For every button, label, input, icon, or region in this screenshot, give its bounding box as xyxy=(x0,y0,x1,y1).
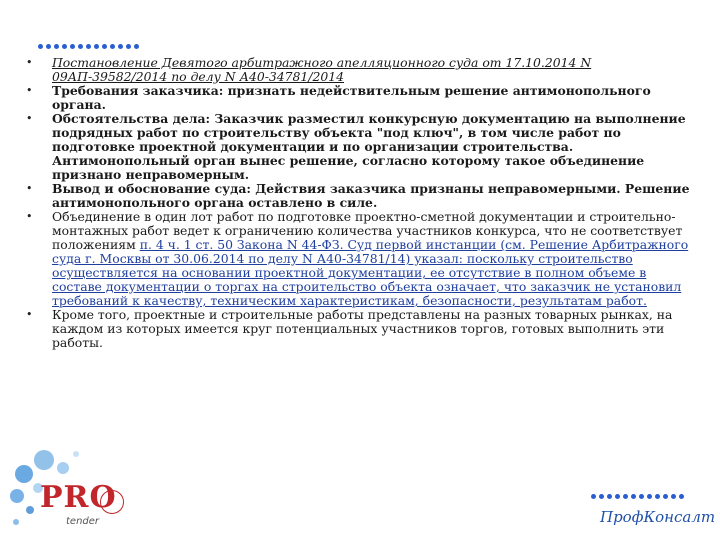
decorative-dot xyxy=(647,494,652,499)
list-item-requirements xyxy=(24,84,700,112)
decorative-dot xyxy=(126,44,131,49)
list-item-circumstances xyxy=(24,112,700,182)
brand-profkonsalt: ПрофКонсалт xyxy=(600,508,716,526)
list-item-conclusion xyxy=(24,182,700,210)
list-item-markets xyxy=(24,308,700,350)
decorative-dot xyxy=(118,44,123,49)
decorative-dot xyxy=(591,494,596,499)
slide-content xyxy=(24,56,700,350)
list-item-ruling xyxy=(24,56,700,84)
decorative-dots-bottom-right xyxy=(591,494,684,499)
bullet-icon: • xyxy=(26,210,33,223)
decorative-dot xyxy=(86,44,91,49)
decorative-dot xyxy=(615,494,620,499)
decorative-dot xyxy=(631,494,636,499)
list-item-consolidation xyxy=(24,210,700,308)
requirements-text: Требования заказчика: признать недействительным решение антимонопольного органа. xyxy=(52,83,651,112)
consolidation-text: Объединение в один лот работ по подготовке проектно-сметной документации и строительно-монтажных работ ведет к ограничению количества участников конкурса, что не соответствует положениям xyxy=(52,209,683,252)
decorative-dot xyxy=(671,494,676,499)
decorative-dot xyxy=(110,44,115,49)
bullet-icon: • xyxy=(26,182,33,195)
markets-text: Кроме того, проектные и строительные работы представлены на разных товарных рынках, на каждом из которых имеется круг потенциальных участников торгов, готовых выполнить эти работы. xyxy=(52,307,673,350)
decorative-dots-top xyxy=(38,44,139,49)
logo-pro-text: PRO xyxy=(40,480,117,515)
decorative-dot xyxy=(599,494,604,499)
bullet-list xyxy=(24,56,700,350)
decorative-dot xyxy=(663,494,668,499)
decorative-dot xyxy=(54,44,59,49)
decorative-dot xyxy=(607,494,612,499)
decorative-dot xyxy=(46,44,51,49)
decorative-dot xyxy=(134,44,139,49)
decorative-dot xyxy=(62,44,67,49)
logo-ring-icon xyxy=(100,490,124,514)
decorative-dot xyxy=(78,44,83,49)
bullet-icon: • xyxy=(26,56,33,69)
decorative-dot xyxy=(679,494,684,499)
bullet-icon: • xyxy=(26,308,33,321)
decorative-dot xyxy=(38,44,43,49)
ruling-title-link[interactable]: Постановление Девятого арбитражного апелляционного суда от 17.10.2014 N 09АП-39582/2014 по делу N А40-34781/2014 xyxy=(52,55,592,84)
circumstances-text: Обстоятельства дела: Заказчик разместил конкурсную документацию на выполнение подрядных работ по строительству объекта "под ключ", в том числе работ по подготовке проектной документации и по организации строительства. Антимонопольный орган вынес решение, согласно которому такое объединение признано неправомерным. xyxy=(52,111,686,182)
decorative-dot xyxy=(94,44,99,49)
decorative-dot xyxy=(102,44,107,49)
decorative-dot xyxy=(623,494,628,499)
decorative-dot xyxy=(655,494,660,499)
bullet-icon: • xyxy=(26,112,33,125)
law-reference-link[interactable]: п. 4 ч. 1 ст. 50 Закона N 44-ФЗ. Суд первой инстанции (см. Решение Арбитражного суда г. Москвы от 30.06.2014 по делу N А40-34781/14) указал: поскольку строительство осуществляется на основании проектной документации, ее отсутствие в полном объеме в составе документации о торгах на строительство объекта означает, что заказчик не установил требований к качеству, техническим характеристикам, безопасности, результатам работ. xyxy=(52,237,689,308)
conclusion-text: Вывод и обоснование суда: Действия заказчика признаны неправомерными. Решение антимонопольного органа оставлено в силе. xyxy=(52,181,690,210)
decorative-dot xyxy=(639,494,644,499)
decorative-dot xyxy=(70,44,75,49)
logo-tender-text: tender xyxy=(66,516,100,527)
bullet-icon: • xyxy=(26,84,33,97)
